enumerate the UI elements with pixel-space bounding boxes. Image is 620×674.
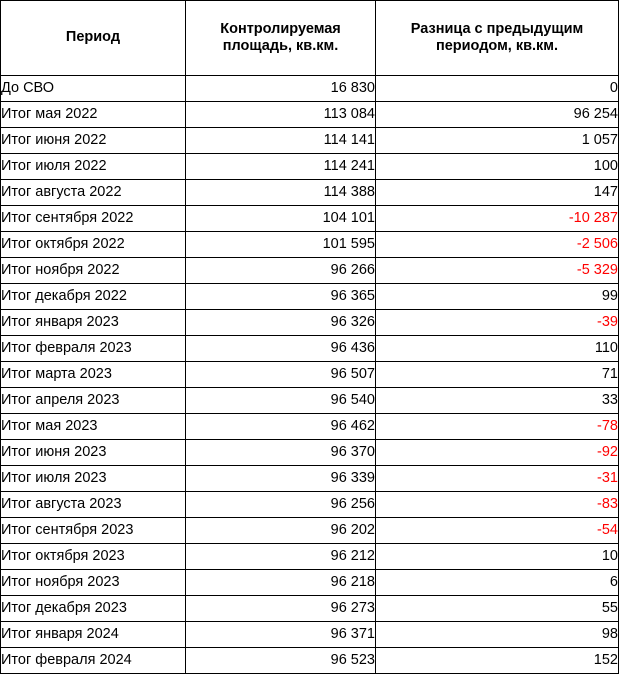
cell-area: 96 326 [186, 310, 376, 336]
cell-area: 96 436 [186, 336, 376, 362]
table-header [1, 1, 619, 76]
table-header-row [1, 1, 619, 76]
table-row [1, 232, 619, 258]
cell-period: Итог июня 2022 [1, 128, 186, 154]
cell-period: Итог мая 2023 [1, 414, 186, 440]
column-header-diff: Разница с предыдущим периодом, кв.км. [376, 1, 619, 76]
cell-period: Итог июня 2023 [1, 440, 186, 466]
table-row [1, 544, 619, 570]
cell-period: Итог октября 2023 [1, 544, 186, 570]
cell-period: До СВО [1, 76, 186, 102]
cell-area: 104 101 [186, 206, 376, 232]
table-row [1, 284, 619, 310]
cell-area: 96 256 [186, 492, 376, 518]
cell-area: 114 388 [186, 180, 376, 206]
cell-period: Итог октября 2022 [1, 232, 186, 258]
cell-period: Итог января 2024 [1, 622, 186, 648]
cell-diff: 71 [376, 362, 619, 388]
cell-area: 96 370 [186, 440, 376, 466]
cell-diff: -92 [376, 440, 619, 466]
table-row [1, 180, 619, 206]
table-row [1, 154, 619, 180]
column-header-area: Контролируемая площадь, кв.км. [186, 1, 376, 76]
table-row [1, 206, 619, 232]
table-row [1, 466, 619, 492]
table-row [1, 440, 619, 466]
cell-area: 96 507 [186, 362, 376, 388]
cell-period: Итог апреля 2023 [1, 388, 186, 414]
column-header-period: Период [1, 1, 186, 76]
cell-diff: -39 [376, 310, 619, 336]
cell-area: 96 540 [186, 388, 376, 414]
cell-diff: 99 [376, 284, 619, 310]
cell-diff: 55 [376, 596, 619, 622]
cell-diff: -78 [376, 414, 619, 440]
cell-diff: 1 057 [376, 128, 619, 154]
cell-diff: 10 [376, 544, 619, 570]
cell-period: Итог августа 2022 [1, 180, 186, 206]
cell-diff: 96 254 [376, 102, 619, 128]
table-row [1, 570, 619, 596]
cell-diff: 100 [376, 154, 619, 180]
table-row [1, 622, 619, 648]
cell-area: 96 212 [186, 544, 376, 570]
table-row [1, 258, 619, 284]
cell-period: Итог ноября 2023 [1, 570, 186, 596]
table-row [1, 388, 619, 414]
table-row [1, 648, 619, 674]
cell-diff: 98 [376, 622, 619, 648]
cell-diff: -83 [376, 492, 619, 518]
cell-diff: -54 [376, 518, 619, 544]
table-body [1, 76, 619, 674]
cell-period: Итог февраля 2024 [1, 648, 186, 674]
table-row [1, 102, 619, 128]
cell-diff: -31 [376, 466, 619, 492]
cell-period: Итог ноября 2022 [1, 258, 186, 284]
cell-area: 96 266 [186, 258, 376, 284]
cell-area: 96 523 [186, 648, 376, 674]
table-row [1, 310, 619, 336]
cell-diff: 33 [376, 388, 619, 414]
cell-area: 114 141 [186, 128, 376, 154]
cell-period: Итог декабря 2023 [1, 596, 186, 622]
cell-area: 101 595 [186, 232, 376, 258]
table-row [1, 362, 619, 388]
table-row [1, 76, 619, 102]
cell-diff: 152 [376, 648, 619, 674]
cell-diff: -5 329 [376, 258, 619, 284]
cell-area: 96 218 [186, 570, 376, 596]
cell-area: 96 462 [186, 414, 376, 440]
cell-area: 96 339 [186, 466, 376, 492]
cell-period: Итог июля 2023 [1, 466, 186, 492]
cell-area: 96 365 [186, 284, 376, 310]
cell-diff: 110 [376, 336, 619, 362]
cell-diff: 6 [376, 570, 619, 596]
table-row [1, 414, 619, 440]
table-row [1, 128, 619, 154]
cell-area: 96 273 [186, 596, 376, 622]
cell-period: Итог февраля 2023 [1, 336, 186, 362]
table-row [1, 518, 619, 544]
table-row [1, 336, 619, 362]
cell-area: 113 084 [186, 102, 376, 128]
cell-period: Итог августа 2023 [1, 492, 186, 518]
cell-area: 96 202 [186, 518, 376, 544]
table-row [1, 596, 619, 622]
cell-area: 96 371 [186, 622, 376, 648]
cell-period: Итог сентября 2022 [1, 206, 186, 232]
cell-area: 16 830 [186, 76, 376, 102]
cell-diff: 0 [376, 76, 619, 102]
cell-period: Итог января 2023 [1, 310, 186, 336]
cell-period: Итог мая 2022 [1, 102, 186, 128]
cell-diff: 147 [376, 180, 619, 206]
cell-period: Итог марта 2023 [1, 362, 186, 388]
cell-period: Итог сентября 2023 [1, 518, 186, 544]
cell-diff: -2 506 [376, 232, 619, 258]
cell-area: 114 241 [186, 154, 376, 180]
table-row [1, 492, 619, 518]
cell-period: Итог июля 2022 [1, 154, 186, 180]
cell-diff: -10 287 [376, 206, 619, 232]
cell-period: Итог декабря 2022 [1, 284, 186, 310]
